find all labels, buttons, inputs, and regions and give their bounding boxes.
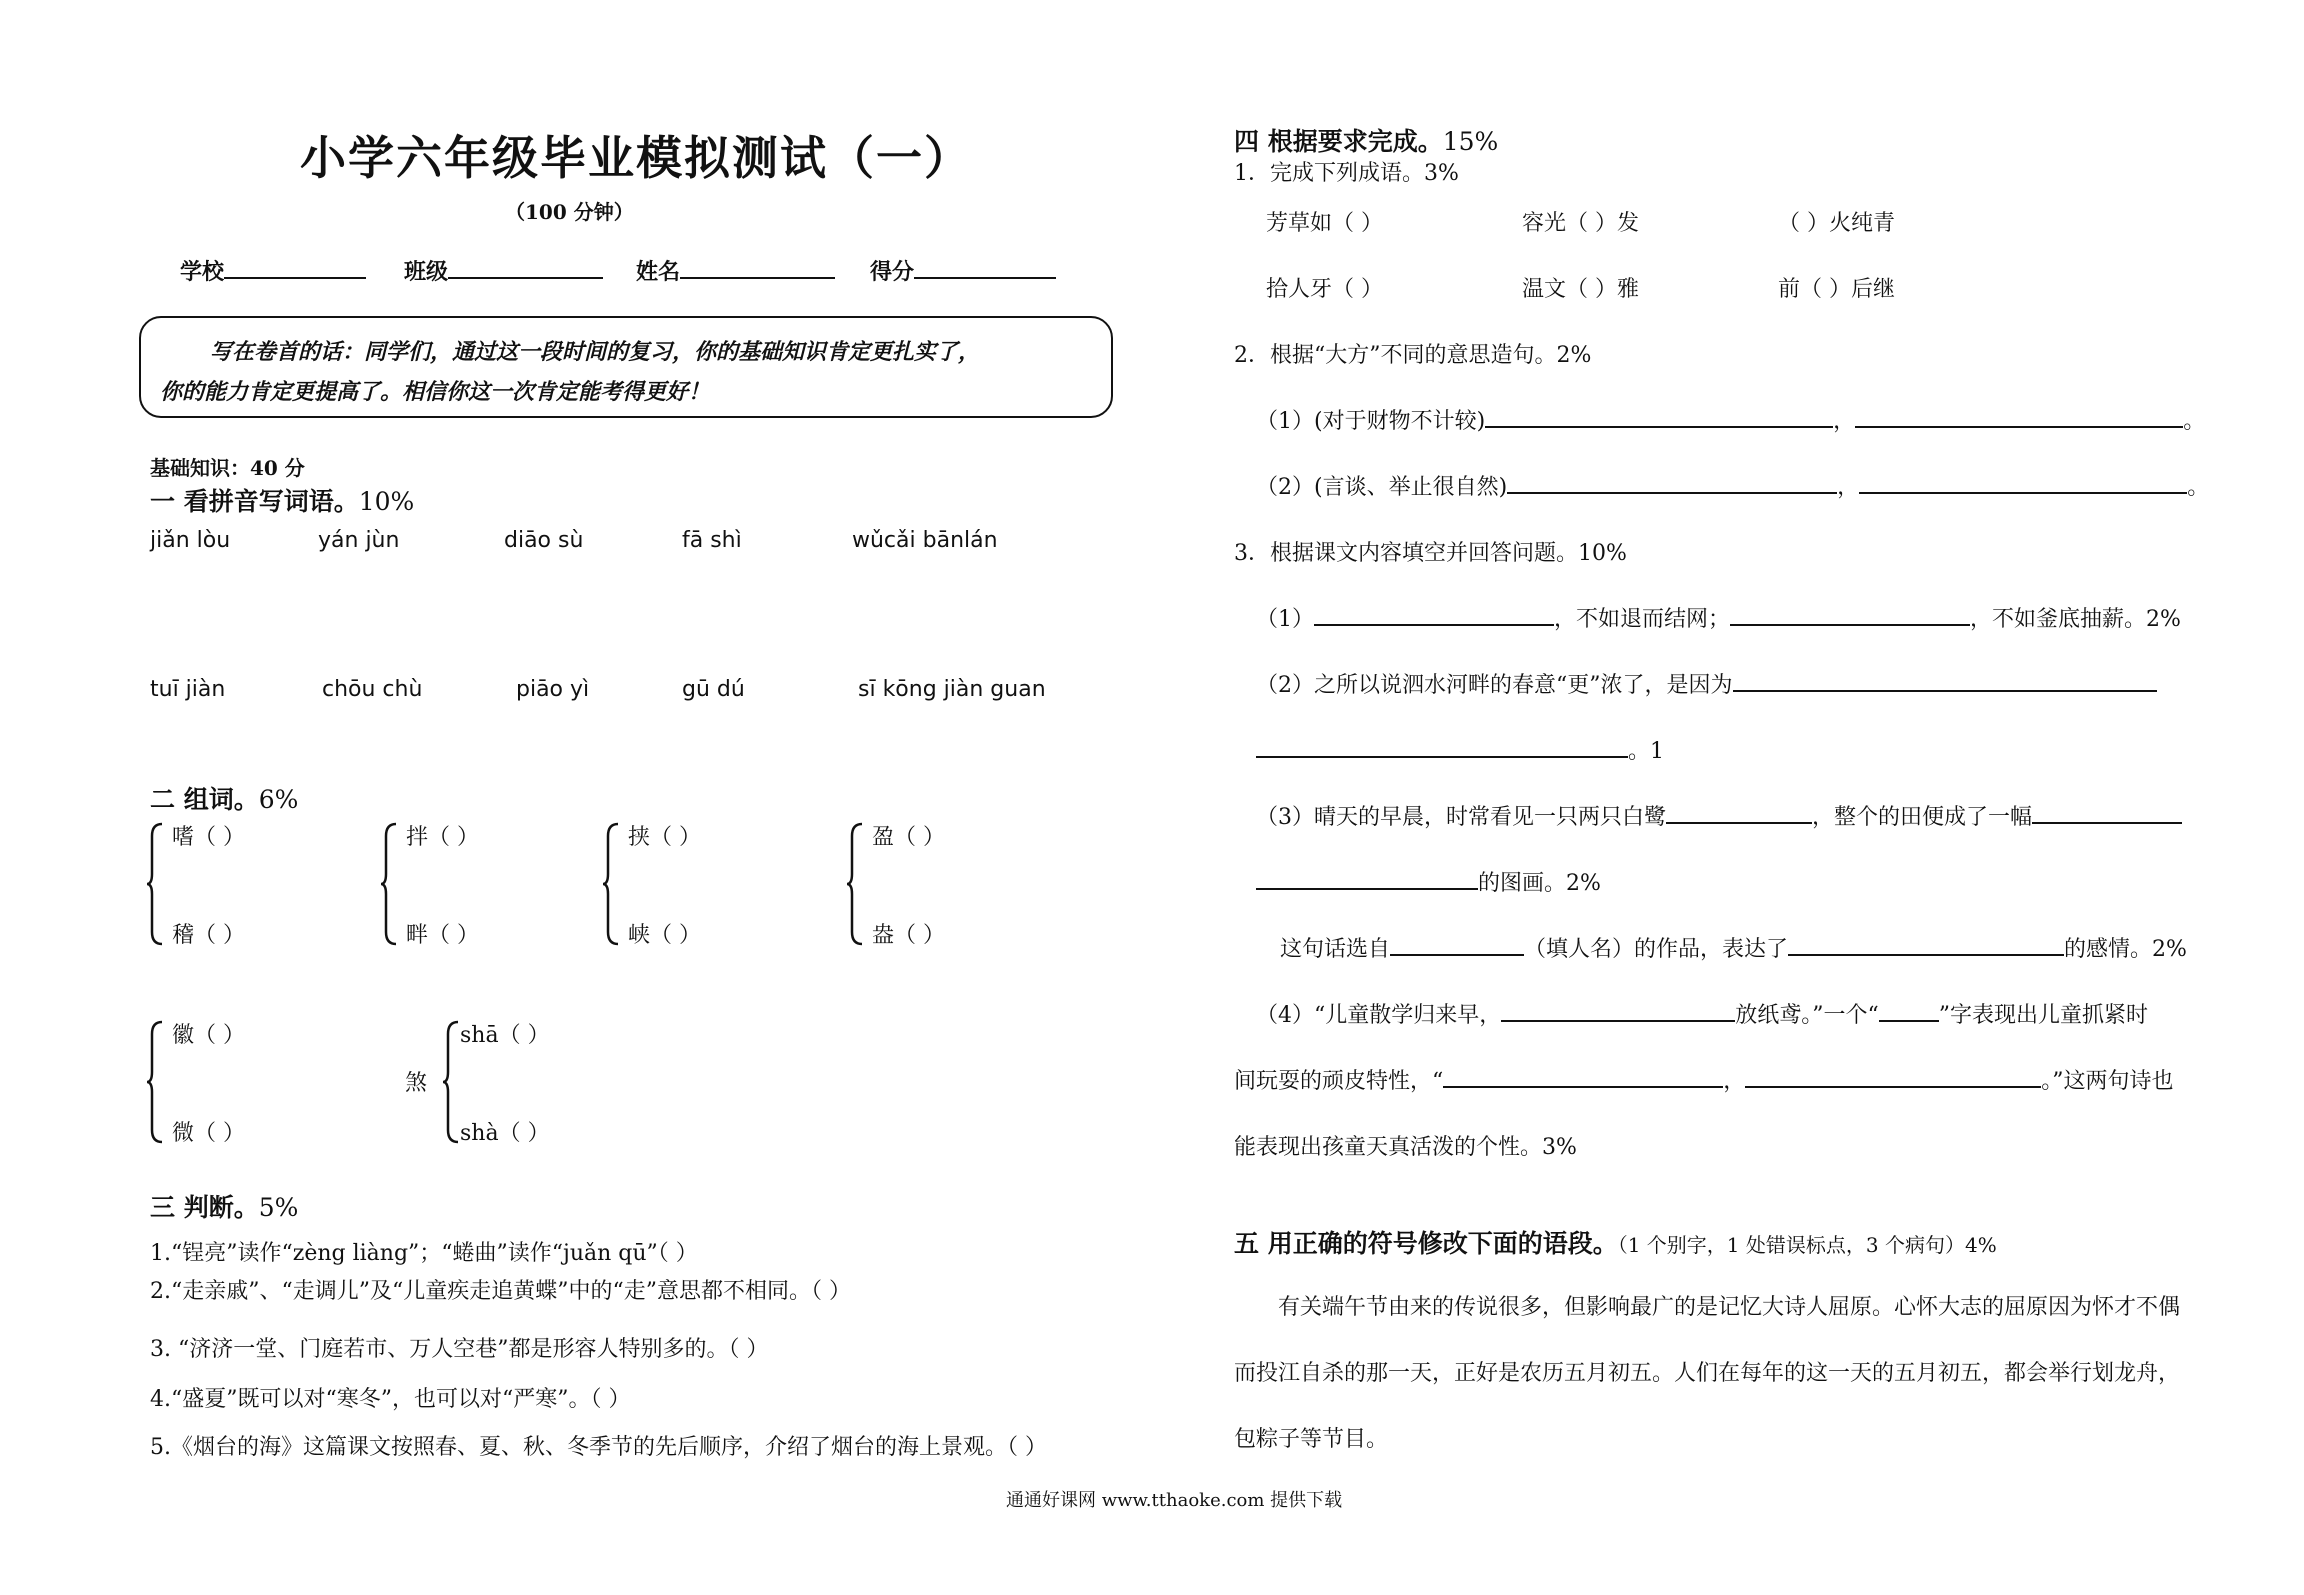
- judge-item-5[interactable]: 5.《烟台的海》这篇课文按照春、夏、秋、冬季节的先后顺序，介绍了烟台的海上景观。（ ）: [150, 1435, 1047, 1460]
- pinyin-10: sī kōng jiàn guan: [858, 677, 1046, 702]
- pinyin-9: gū dú: [682, 677, 745, 702]
- section1-heading: 一 看拼音写词语。10%: [150, 487, 415, 516]
- sha-reading-2[interactable]: shà（ ）: [460, 1121, 550, 1146]
- name-label: 姓名: [636, 259, 681, 285]
- page-title: 小学六年级毕业模拟测试（一）: [300, 131, 972, 185]
- section3-heading: 三 判断。5%: [150, 1193, 299, 1222]
- passage-line-2: 而投江自杀的那一天，正好是农历五月初五。人们在每年的这一天的五月初五，都会举行划龙舟，: [1234, 1361, 2181, 1386]
- word-group-5-bottom[interactable]: 微（ ）: [172, 1121, 245, 1146]
- word-group-2-bottom[interactable]: 畔（ ）: [406, 923, 479, 948]
- pinyin-6: tuī jiàn: [150, 677, 226, 702]
- q2-label: 2．根据“大方”不同的意思造句。2%: [1234, 343, 1592, 368]
- intro-line-2: 你的能力肯定更提高了。相信你这一次肯定能考得更好！: [160, 379, 711, 405]
- pinyin-1: jiǎn lòu: [150, 528, 231, 553]
- q1-label: 1．完成下列成语。3%: [1234, 161, 1459, 186]
- pinyin-7: chōu chù: [322, 677, 423, 702]
- word-group-5-top[interactable]: 徽（ ）: [172, 1023, 245, 1048]
- q3-part-3-cont[interactable]: 的图画。2%: [1256, 866, 1601, 897]
- word-group-4-top[interactable]: 盈（ ）: [872, 825, 945, 850]
- sha-character: 煞: [405, 1071, 428, 1096]
- q3-part-3[interactable]: （3）晴天的早晨，时常看见一只两只白鹭 ，整个的田便成了一幅: [1256, 800, 2182, 831]
- word-group-1-top[interactable]: 嗜（ ）: [172, 825, 245, 850]
- section5-heading: 五 用正确的符号修改下面的语段。（1 个别字，1 处错误标点，3 个病句）4%: [1234, 1229, 1997, 1258]
- exam-duration: （100 分钟）: [505, 200, 634, 224]
- word-group-3-bottom[interactable]: 峡（ ）: [628, 923, 701, 948]
- idiom-4[interactable]: 拾人牙（ ）: [1266, 277, 1383, 302]
- q3-part-2[interactable]: （2）之所以说泗水河畔的春意“更”浓了，是因为: [1256, 668, 2157, 699]
- judge-item-1[interactable]: 1.“锃亮”读作“zèng liàng”；“蜷曲”读作“juǎn qū”（ ）: [150, 1241, 698, 1266]
- sha-reading-1[interactable]: shā（ ）: [460, 1023, 550, 1048]
- pinyin-4: fā shì: [682, 528, 742, 553]
- school-label: 学校: [180, 259, 225, 285]
- q2-sentence-1[interactable]: （1）(对于财物不计较) ， 。: [1256, 404, 2205, 435]
- brace-5: [146, 1020, 166, 1144]
- school-field[interactable]: [180, 255, 366, 286]
- pinyin-5: wǔcǎi bānlán: [852, 528, 998, 553]
- q2-sentence-2[interactable]: （2）(言谈、举止很自然) ， 。: [1256, 470, 2209, 501]
- score-label: 得分: [870, 259, 915, 285]
- idiom-1[interactable]: 芳草如（ ）: [1266, 211, 1383, 236]
- judge-item-2[interactable]: 2.“走亲戚”、“走调儿”及“儿童疾走追黄蝶”中的“走”意思都不相同。（ ）: [150, 1279, 851, 1304]
- class-field[interactable]: [404, 255, 603, 286]
- q3-part-1[interactable]: （1） ，不如退而结网； ，不如釜底抽薪。2%: [1256, 602, 2181, 633]
- idiom-3[interactable]: （ ）火纯青: [1778, 211, 1895, 236]
- name-field[interactable]: [636, 255, 835, 286]
- word-group-2-top[interactable]: 拌（ ）: [406, 825, 479, 850]
- section2-heading: 二 组词。6%: [150, 785, 299, 814]
- section4-heading: 四 根据要求完成。15%: [1234, 127, 1499, 156]
- idiom-2[interactable]: 容光（ ）发: [1522, 211, 1639, 236]
- brace-6: [442, 1020, 462, 1144]
- passage-line-3: 包粽子等节目。: [1234, 1427, 1389, 1452]
- q3-part-4-end: 能表现出孩童天真活泼的个性。3%: [1234, 1135, 1577, 1160]
- brace-3: [602, 822, 622, 946]
- idiom-5[interactable]: 温文（ ）雅: [1522, 277, 1639, 302]
- q3-label: 3．根据课文内容填空并回答问题。10%: [1234, 541, 1627, 566]
- word-group-1-bottom[interactable]: 稽（ ）: [172, 923, 245, 948]
- pinyin-8: piāo yì: [516, 677, 590, 702]
- judge-item-4[interactable]: 4.“盛夏”既可以对“寒冬”，也可以对“严寒”。（ ）: [150, 1387, 631, 1412]
- brace-4: [846, 822, 866, 946]
- intro-line-1: 写在卷首的话：同学们，通过这一段时间的复习，你的基础知识肯定更扎实了，: [210, 339, 981, 365]
- q3-part-4[interactable]: （4）“儿童散学归来早， 放纸鸢。”一个“ ”字表现出儿童抓紧时: [1256, 998, 2148, 1029]
- class-label: 班级: [404, 259, 449, 285]
- idiom-6[interactable]: 前（ ）后继: [1778, 277, 1895, 302]
- word-group-4-bottom[interactable]: 盎（ ）: [872, 923, 945, 948]
- q3-part-2-cont[interactable]: 。1: [1256, 734, 1664, 765]
- judge-item-3[interactable]: 3. “济济一堂、门庭若市、万人空巷”都是形容人特别多的。（ ）: [150, 1337, 769, 1362]
- footer-credit: 通通好课网 www.tthaoke.com 提供下载: [1006, 1490, 1343, 1511]
- score-field[interactable]: [870, 255, 1056, 286]
- q3-part-3-source[interactable]: 这句话选自 （填人名）的作品，表达了 的感情。2%: [1280, 932, 2187, 963]
- brace-1: [146, 822, 166, 946]
- brace-2: [380, 822, 400, 946]
- word-group-3-top[interactable]: 挟（ ）: [628, 825, 701, 850]
- q3-part-4-cont[interactable]: 间玩耍的顽皮特性，“ ， 。”这两句诗也: [1234, 1064, 2174, 1095]
- passage-line-1: 有关端午节由来的传说很多，但影响最广的是记忆大诗人屈原。心怀大志的屈原因为怀才不偶: [1278, 1295, 2181, 1320]
- basics-label: 基础知识：40 分: [150, 456, 305, 480]
- pinyin-2: yán jùn: [318, 528, 400, 553]
- pinyin-3: diāo sù: [504, 528, 584, 553]
